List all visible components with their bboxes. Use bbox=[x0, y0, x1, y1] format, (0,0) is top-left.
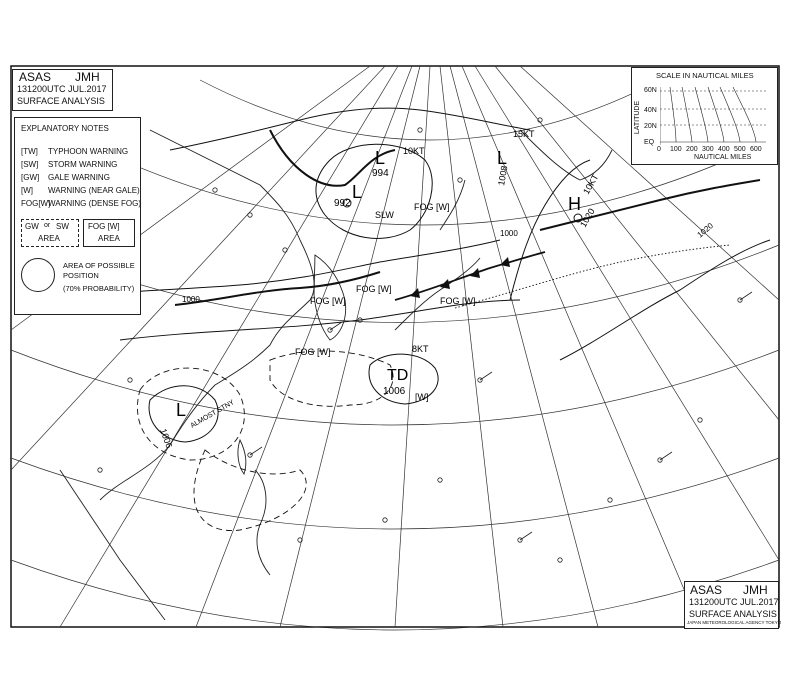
circle-note-line-1: AREA OF POSSIBLE bbox=[63, 261, 135, 270]
scale-x-label: NAUTICAL MILES bbox=[694, 154, 752, 161]
fog-warning-label: FOG [W] bbox=[356, 284, 392, 294]
fog-area-code: FOG [W] bbox=[88, 222, 120, 231]
note-label: GALE WARNING bbox=[48, 173, 110, 182]
area-gw: GW bbox=[25, 222, 39, 231]
area-or: or bbox=[44, 222, 51, 229]
header-title: SURFACE ANALYSIS bbox=[17, 96, 105, 106]
isobar-label: 1020 bbox=[695, 221, 715, 240]
header-box bbox=[12, 69, 113, 111]
note-code: FOG[W] bbox=[21, 199, 51, 208]
scale-box bbox=[631, 67, 778, 165]
td-warning: [W] bbox=[415, 392, 429, 402]
header-agency: ASAS bbox=[19, 70, 52, 84]
low-motion: ALMOST STNY bbox=[189, 399, 236, 430]
note-label: STORM WARNING bbox=[48, 160, 118, 169]
fog-warning-label: FOG [W] bbox=[295, 347, 331, 357]
high-pressure: 1020 bbox=[578, 206, 597, 229]
low-pressure: 992 bbox=[334, 198, 351, 209]
footer-box bbox=[684, 581, 782, 629]
circle-note-line-3: (70% PROBABILITY) bbox=[63, 284, 135, 293]
td-symbol: TD bbox=[387, 367, 409, 384]
scale-title: SCALE IN NAUTICAL MILES bbox=[656, 71, 754, 80]
footer-agency: ASAS bbox=[690, 583, 723, 597]
scale-curves bbox=[660, 87, 766, 145]
low-speed: 15KT bbox=[513, 129, 535, 139]
fog-warning-label: FOG [W] bbox=[310, 296, 346, 306]
isobar-label: 1000 bbox=[500, 229, 518, 238]
scale-x-tick: 400 bbox=[718, 146, 730, 153]
note-code: [SW] bbox=[21, 160, 39, 169]
td-pressure: 1006 bbox=[383, 386, 406, 397]
scale-lat-tick: 40N bbox=[644, 107, 657, 114]
note-code: [GW] bbox=[21, 173, 40, 182]
low-pressure: 1008 bbox=[496, 164, 510, 187]
scale-x-tick: 600 bbox=[750, 146, 762, 153]
note-label: WARNING (DENSE FOG) bbox=[48, 199, 142, 208]
explanatory-notes bbox=[14, 117, 141, 315]
circle-note-line-2: POSITION bbox=[63, 271, 99, 280]
scale-lat-tick: EQ bbox=[644, 139, 655, 146]
area-word: AREA bbox=[38, 234, 60, 243]
fog-area-word: AREA bbox=[98, 234, 120, 243]
scale-x-tick: 500 bbox=[734, 146, 746, 153]
fog-warning-label: FOG [W] bbox=[414, 202, 450, 212]
scale-x-tick: 100 bbox=[670, 146, 682, 153]
fog-warning-label: FOG [W] bbox=[440, 296, 476, 306]
probability-circle-icon bbox=[21, 258, 55, 292]
scale-lat-tick: 60N bbox=[644, 87, 657, 94]
scale-y-label: LATITUDE bbox=[634, 100, 642, 135]
scale-x-tick: 0 bbox=[657, 146, 661, 153]
scale-x-tick: 200 bbox=[686, 146, 698, 153]
header-org: JMH bbox=[75, 70, 100, 84]
area-sw: SW bbox=[56, 222, 69, 231]
note-label: WARNING (NEAR GALE) bbox=[48, 186, 140, 195]
gale-storm-area-sample bbox=[21, 219, 79, 247]
note-code: [TW] bbox=[21, 147, 38, 156]
fog-area-sample bbox=[83, 219, 135, 247]
low-symbol: L bbox=[352, 182, 363, 202]
scale-lat-tick: 20N bbox=[644, 123, 657, 130]
header-datetime: 131200UTC JUL.2017 bbox=[17, 84, 107, 94]
low-pressure: 1006 bbox=[158, 427, 175, 450]
scale-x-tick: 300 bbox=[702, 146, 714, 153]
low-symbol: L bbox=[375, 148, 386, 168]
notes-title: EXPLANATORY NOTES bbox=[21, 124, 109, 133]
note-code: [W] bbox=[21, 186, 33, 195]
low-speed: 10KT bbox=[403, 146, 425, 156]
low-symbol: L bbox=[497, 148, 508, 168]
footer-datetime: 131200UTC JUL.2017 bbox=[689, 597, 779, 607]
low-motion: SLW bbox=[375, 210, 394, 220]
isobar-label: 1000 bbox=[182, 295, 200, 304]
footer-title: SURFACE ANALYSIS bbox=[689, 609, 777, 619]
low-pressure: 994 bbox=[372, 168, 389, 179]
high-symbol: H bbox=[568, 194, 581, 214]
td-speed: 8KT bbox=[412, 344, 429, 354]
footer-org: JMH bbox=[743, 583, 768, 597]
footer-credit: JAPAN METEOROLOGICAL AGENCY TOKYO bbox=[687, 620, 782, 625]
note-label: TYPHOON WARNING bbox=[48, 147, 129, 156]
high-speed: 10KT bbox=[581, 172, 601, 196]
low-symbol: L bbox=[176, 400, 187, 420]
